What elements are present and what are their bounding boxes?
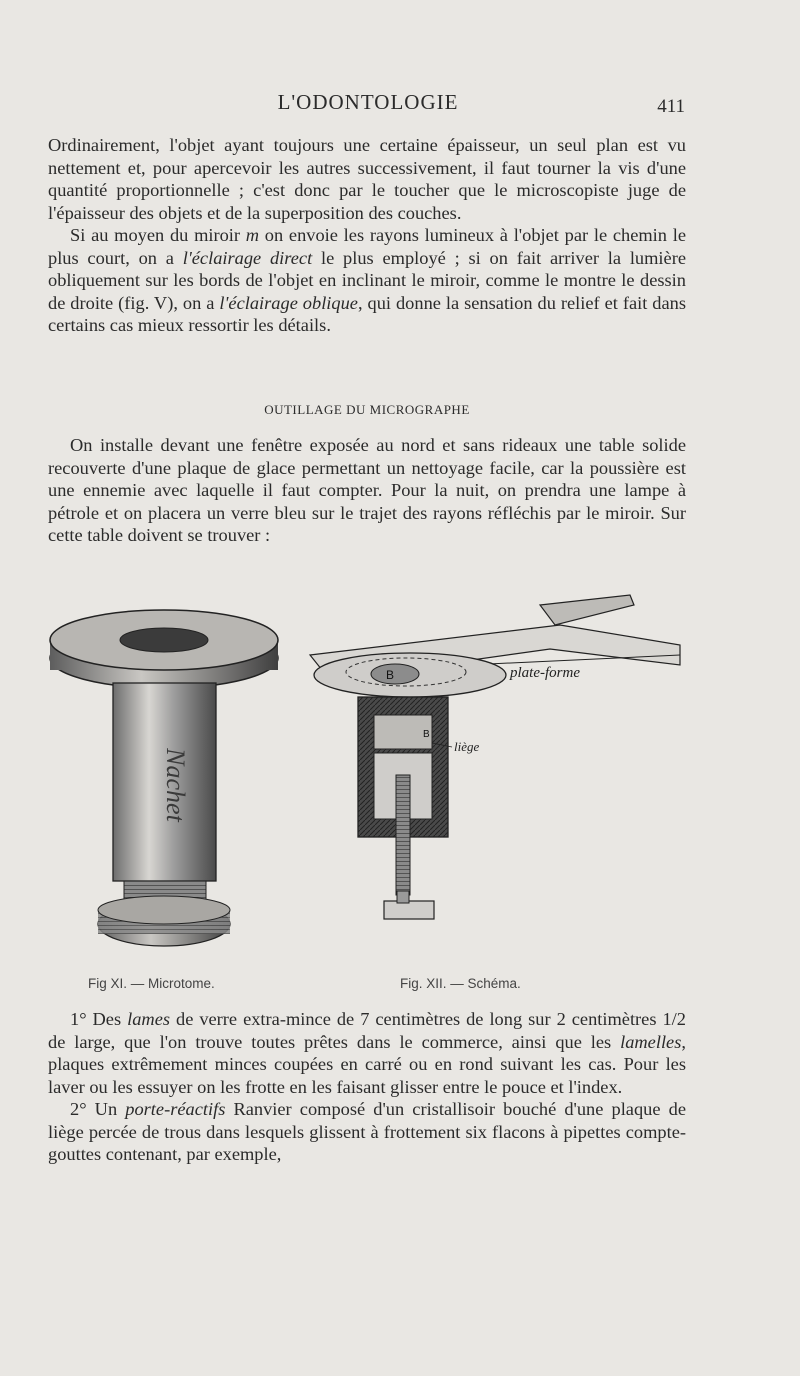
schema-drawing bbox=[310, 595, 680, 919]
paragraph-installation: On installe devant une fenêtre exposée au nord et sans rideaux une table solide recouverte d'une plaque de glace permettant un nettoyage facile, car la poussière est une ennemie avec laquelle il faut compter. Pour la nuit, on prendra une lampe à pétrole et on placera un verre bleu sur le trajet des rayons réfléchis par le miroir. Sur cette table doivent se trouver : bbox=[48, 435, 686, 545]
label-b-cork: B bbox=[423, 729, 430, 740]
label-liege: liège bbox=[454, 739, 480, 754]
running-title: L'ODONTOLOGIE bbox=[277, 90, 459, 114]
list-item-1: 1° Des lames de verre extra-mince de 7 centimètres de long sur 2 centimètres 1/2 de large, que l'on trouve toutes prêtes dans le commerce, ainsi que les lamelles, plaques extrêmement minces coupées en carré ou en rond suivant les cas. Pour les laver ou les essuyer on les frotte en les faisant glisser entre le pouce et l'index. bbox=[48, 1009, 686, 1097]
caption-fig-12: Fig. XII. — Schéma. bbox=[400, 976, 521, 991]
list-text bbox=[48, 1008, 686, 1166]
figures-area bbox=[40, 585, 720, 965]
caption-fig-11: Fig XI. — Microtome. bbox=[88, 976, 215, 991]
intro-text bbox=[48, 134, 686, 337]
page-number: 411 bbox=[657, 96, 685, 117]
figures-svg bbox=[40, 585, 720, 965]
label-plate-forme: plate-forme bbox=[510, 665, 580, 681]
microtome-drawing bbox=[50, 610, 278, 946]
paragraph-lighting: Si au moyen du miroir m on envoie les rayons lumineux à l'objet par le chemin le plus court, on a l'éclairage direct le plus employé ; si on fait arriver la lumière obliquement sur les bords de l'objet en inclinant le miroir, comme le montre le dessin de droite (fig. V), on a l'éclairage oblique, qui donne la sensation du relief et fait dans certains cas mieux ressortir les détails. bbox=[48, 225, 687, 335]
list-item-2: 2° Un porte-réactifs Ranvier composé d'un cristallisoir bouché d'une plaque de liège percée de trous dans lesquels glissent à frottement six flacons à pipettes compte-gouttes contenant, par exemple, bbox=[48, 1099, 686, 1164]
section-text bbox=[48, 434, 686, 547]
label-b-top: B bbox=[386, 668, 395, 682]
microtome-engraved-text: Nachet bbox=[161, 748, 190, 822]
paragraph-thickness: Ordinairement, l'objet ayant toujours une certaine épaisseur, un seul plan est vu nettement et, pour apercevoir les autres successivement, il faut tourner la vis d'une quantité proportionnelle ; c'est donc par le toucher que le microscopiste juge de l'épaisseur des objets et de la superposition des couches. bbox=[48, 135, 686, 223]
section-title: OUTILLAGE DU MICROGRAPHE bbox=[264, 402, 470, 417]
